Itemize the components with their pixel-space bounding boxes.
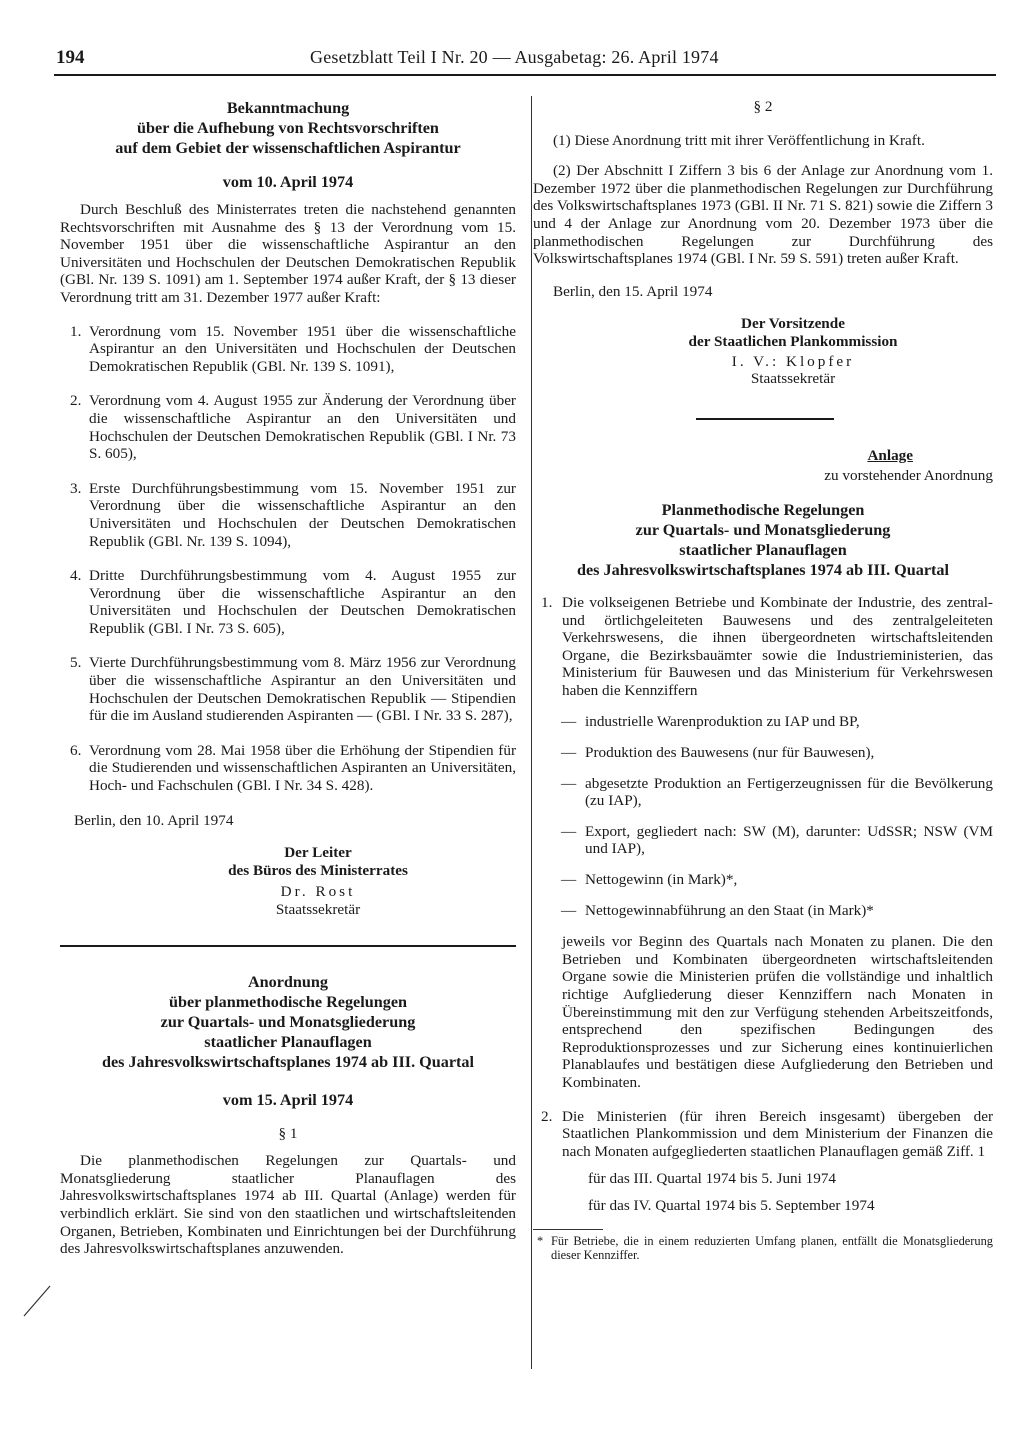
list-item	[533, 775, 993, 810]
point-number: 2.	[541, 1107, 553, 1125]
list-item	[60, 480, 516, 550]
item-number: 5.	[70, 654, 82, 672]
title-line: auf dem Gebiet der wissenschaftlichen Aspirantur	[115, 139, 461, 157]
signature-office: der Staatlichen Plankommission	[688, 332, 898, 350]
left-column	[60, 98, 516, 1258]
item-text: Export, gegliedert nach: SW (M), darunter: UdSSR; NSW (VM und IAP),	[585, 822, 993, 858]
anlage-subheading: zu vorstehender Anordnung	[824, 467, 993, 485]
item-text: Erste Durchführungsbestimmung vom 15. November 1951 zur Verordnung über die wissenschaftliche Aspirantur an den Universitäten und Hochschulen der Deutschen Demokratischen Republik (GBl. Nr. 139 S. 1094),	[89, 479, 516, 550]
anlage-heading: Anlage	[867, 446, 913, 464]
section-rule	[696, 418, 834, 420]
title-line: zur Quartals- und Monatsgliederung	[160, 1012, 416, 1031]
page-number: 194	[56, 47, 85, 68]
title-line: Bekanntmachung	[226, 99, 350, 117]
item-text: industrielle Warenproduktion zu IAP und BP,	[585, 713, 860, 731]
footnote-rule	[533, 1229, 603, 1230]
item-number: 3.	[70, 479, 82, 497]
item-text: abgesetzte Produktion an Fertigerzeugnissen für die Bevölkerung (zu IAP),	[585, 774, 993, 810]
title-line: zur Quartals- und Monatsgliederung	[635, 520, 891, 539]
footnote-text: Für Betriebe, die in einem reduzierten Umfang planen, entfällt die Monatsgliederung dieser Kennziffer.	[551, 1233, 993, 1262]
title-line: staatlicher Planauflagen	[679, 540, 847, 559]
anlage-point	[533, 594, 993, 700]
paragraph-text: (1) Diese Anordnung tritt mit ihrer Veröffentlichung in Kraft.	[553, 131, 925, 149]
item-text: Nettogewinn (in Mark)*,	[585, 871, 738, 889]
bekanntmachung-intro: Durch Beschluß des Ministerrates treten die nachstehend genannten Rechtsvorschriften mit Ausnahme des § 13 der Verordnung vom 15. November 1951 über die wissenschaftliche Aspirantur an den Universitäten und Hochschulen der Deutschen Demokratischen Republik (GBl. Nr. 139 S. 1091) am 1. September 1974 außer Kraft, der § 13 dieser Verordnung tritt am 31. Dezember 1977 außer Kraft:	[60, 201, 516, 306]
list-item	[60, 742, 516, 795]
item-text: Dritte Durchführungsbestimmung vom 4. August 1955 zur Verordnung über die wissenschaftliche Aspirantur an den Universitäten und Hochschulen der Deutschen Demokratischen Republik (GBl. I Nr. 73 S. 605),	[89, 567, 516, 637]
right-column	[533, 98, 993, 1262]
dash-marker: —	[561, 822, 577, 840]
margin-pen-mark	[20, 1280, 60, 1320]
anlage-title	[533, 500, 993, 580]
title-line: über planmethodische Regelungen	[168, 992, 408, 1011]
anlage-point	[533, 1108, 993, 1161]
signature-office: Der Vorsitzende	[741, 315, 845, 333]
place-date: Berlin, den 15. April 1974	[553, 282, 713, 300]
item-number: 4.	[70, 567, 82, 585]
anordnung-date: vom 15. April 1974	[222, 1090, 354, 1109]
list-item	[60, 654, 516, 724]
signature-rank: Staatssekretär	[750, 370, 836, 388]
footnote	[533, 1234, 993, 1262]
bekanntmachung-date: vom 10. April 1974	[222, 173, 354, 191]
signature-rank: Staatssekretär	[275, 901, 361, 918]
title-line: Planmethodische Regelungen	[661, 500, 865, 519]
dash-marker: —	[561, 744, 577, 762]
paragraph-text: (2) Der Abschnitt I Ziffern 3 bis 6 der Anlage zur Anordnung vom 1. Dezember 1972 über die planmethodischen Regelungen zur Durchführung des Volkswirtschaftsplanes 1973 (GBl. II Nr. 71 S. 821) sowie die Ziffern 3 und 4 der Anlage zur Anordnung vom 20. Dezember 1973 über die planmethodischen Regelungen zur Durchführung des Volkswirtschaftsplanes 1974 (GBl. I Nr. 59 S. 591) treten außer Kraft.	[533, 162, 993, 268]
list-item	[533, 902, 993, 920]
point-number: 1.	[541, 593, 553, 611]
title-line: des Jahresvolkswirtschaftsplanes 1974 ab III. Quartal	[576, 560, 950, 579]
bekanntmachung-title	[60, 98, 516, 158]
item-text: Vierte Durchführungsbestimmung vom 8. März 1956 zur Verordnung über die wissenschaftliche Aspirantur an den Universitäten und Hochschulen der Deutschen Demokratischen Republik — Stipendien für die im Ausland studierenden Aspiranten — (GBl. I Nr. 33 S. 287),	[89, 654, 516, 725]
list-item	[533, 744, 993, 762]
section-rule	[60, 945, 516, 947]
header-rule	[54, 74, 996, 76]
item-number: 1.	[70, 322, 82, 340]
title-line: staatlicher Planauflagen	[204, 1032, 372, 1051]
indicator-list	[533, 713, 993, 919]
place-date: Berlin, den 10. April 1974	[74, 811, 234, 829]
title-line: Anordnung	[247, 972, 329, 991]
dash-marker: —	[561, 774, 577, 792]
page-header	[0, 47, 1024, 77]
anordnung-title	[60, 972, 516, 1072]
list-item	[533, 871, 993, 889]
point-text: Die Ministerien (für ihren Bereich insgesamt) übergeben der Staatlichen Plankommission und dem Ministerium der Finanzen die nach Monaten aufgegliederten staatlichen Planauflagen gemäß Ziff. 1	[562, 1107, 993, 1160]
paragraph-text: Die planmethodischen Regelungen zur Quartals- und Monatsgliederung staatlicher Planauflagen des Jahresvolkswirtschaftsplanes 1974 ab III. Quartal (Anlage) werden für verbindlich erklärt. Sie sind von den staatlichen und wirtschaftsleitenden Organen, Betrieben, Kombinaten und Einrichtungen bei der Durchführung des Jahresvolkswirtschaftsplanes anzuwenden.	[60, 1152, 516, 1258]
signature-office: des Büros des Ministerrates	[228, 861, 408, 879]
footnote-mark: *	[537, 1233, 544, 1248]
deadline: für das III. Quartal 1974 bis 5. Juni 1974	[588, 1170, 837, 1188]
paragraph-heading: § 2	[753, 98, 773, 115]
item-text: Verordnung vom 4. August 1955 zur Änderung der Verordnung über die wissenschaftliche Aspirantur an den Universitäten und Hochschulen der Deutschen Demokratischen Republik (GBl. I Nr. 73 S. 605),	[89, 392, 516, 463]
running-title: Gesetzblatt Teil I Nr. 20 — Ausgabetag: 26. April 1974	[310, 47, 719, 67]
item-number: 2.	[70, 392, 82, 410]
dash-marker: —	[561, 871, 577, 889]
list-item	[533, 823, 993, 858]
signature-name: I. V.: Klopfer	[731, 352, 855, 370]
point-continuation: jeweils vor Beginn des Quartals nach Monaten zu planen. Die den Betrieben und Kombinaten übergeordneten wirtschaftsleitenden Organe sowie die Ministerien prüfen die vollständige und inhaltlich richtige Aufgliederung dieser Kennziffern nach Monaten in Übereinstimmung mit den zur Verfügung stehenden Arbeitszeitfonds, entsprechend den spezifischen Bedingungen des Reproduktionsprozesses und zur Sicherung eines kontinuierlichen Planablaufes und bestätigen diese Aufgliederung den Betrieben und Kombinaten.	[562, 933, 993, 1091]
item-text: Verordnung vom 28. Mai 1958 über die Erhöhung der Stipendien für die Studierenden und wissenschaftlichen Aspiranten an Universitäten, Hoch- und Fachschulen (GBl. I Nr. 34 S. 428).	[89, 741, 516, 795]
list-item	[60, 323, 516, 376]
signature-name: Dr. Rost	[280, 883, 356, 901]
dash-marker: —	[561, 901, 577, 919]
title-line: über die Aufhebung von Rechtsvorschriften	[137, 119, 439, 137]
item-text: Verordnung vom 15. November 1951 über die wissenschaftliche Aspirantur an den Universitäten und Hochschulen der Deutschen Demokratischen Republik (GBl. Nr. 139 S. 1091),	[89, 322, 516, 375]
signature-block	[593, 315, 993, 387]
signature-block	[120, 844, 516, 918]
list-item	[533, 713, 993, 731]
item-text: Nettogewinnabführung an den Staat (in Mark)*	[585, 901, 874, 919]
list-item	[60, 392, 516, 462]
repealed-list	[60, 323, 516, 795]
item-text: Produktion des Bauwesens (nur für Bauwesen),	[585, 744, 875, 762]
list-item	[60, 567, 516, 637]
paragraph-heading: § 1	[278, 1124, 298, 1142]
deadline: für das IV. Quartal 1974 bis 5. September 1974	[588, 1196, 875, 1214]
dash-marker: —	[561, 713, 577, 731]
title-line: des Jahresvolkswirtschaftsplanes 1974 ab III. Quartal	[101, 1052, 475, 1071]
item-number: 6.	[70, 741, 82, 759]
signature-office: Der Leiter	[284, 844, 352, 862]
point-text: Die volkseigenen Betriebe und Kombinate der Industrie, des zentral- und örtlichgeleiteten Bauwesens und des zentralgeleiteten Verkehrswesens, die ihnen übergeordneten wirtschaftsleitenden Organe, die Bezirksbauämter sowie die Industrieministerien, das Ministerium für Bauwesen und das Ministerium für Verkehrswesen haben die Kennziffern	[562, 593, 993, 699]
column-divider	[531, 96, 532, 1369]
